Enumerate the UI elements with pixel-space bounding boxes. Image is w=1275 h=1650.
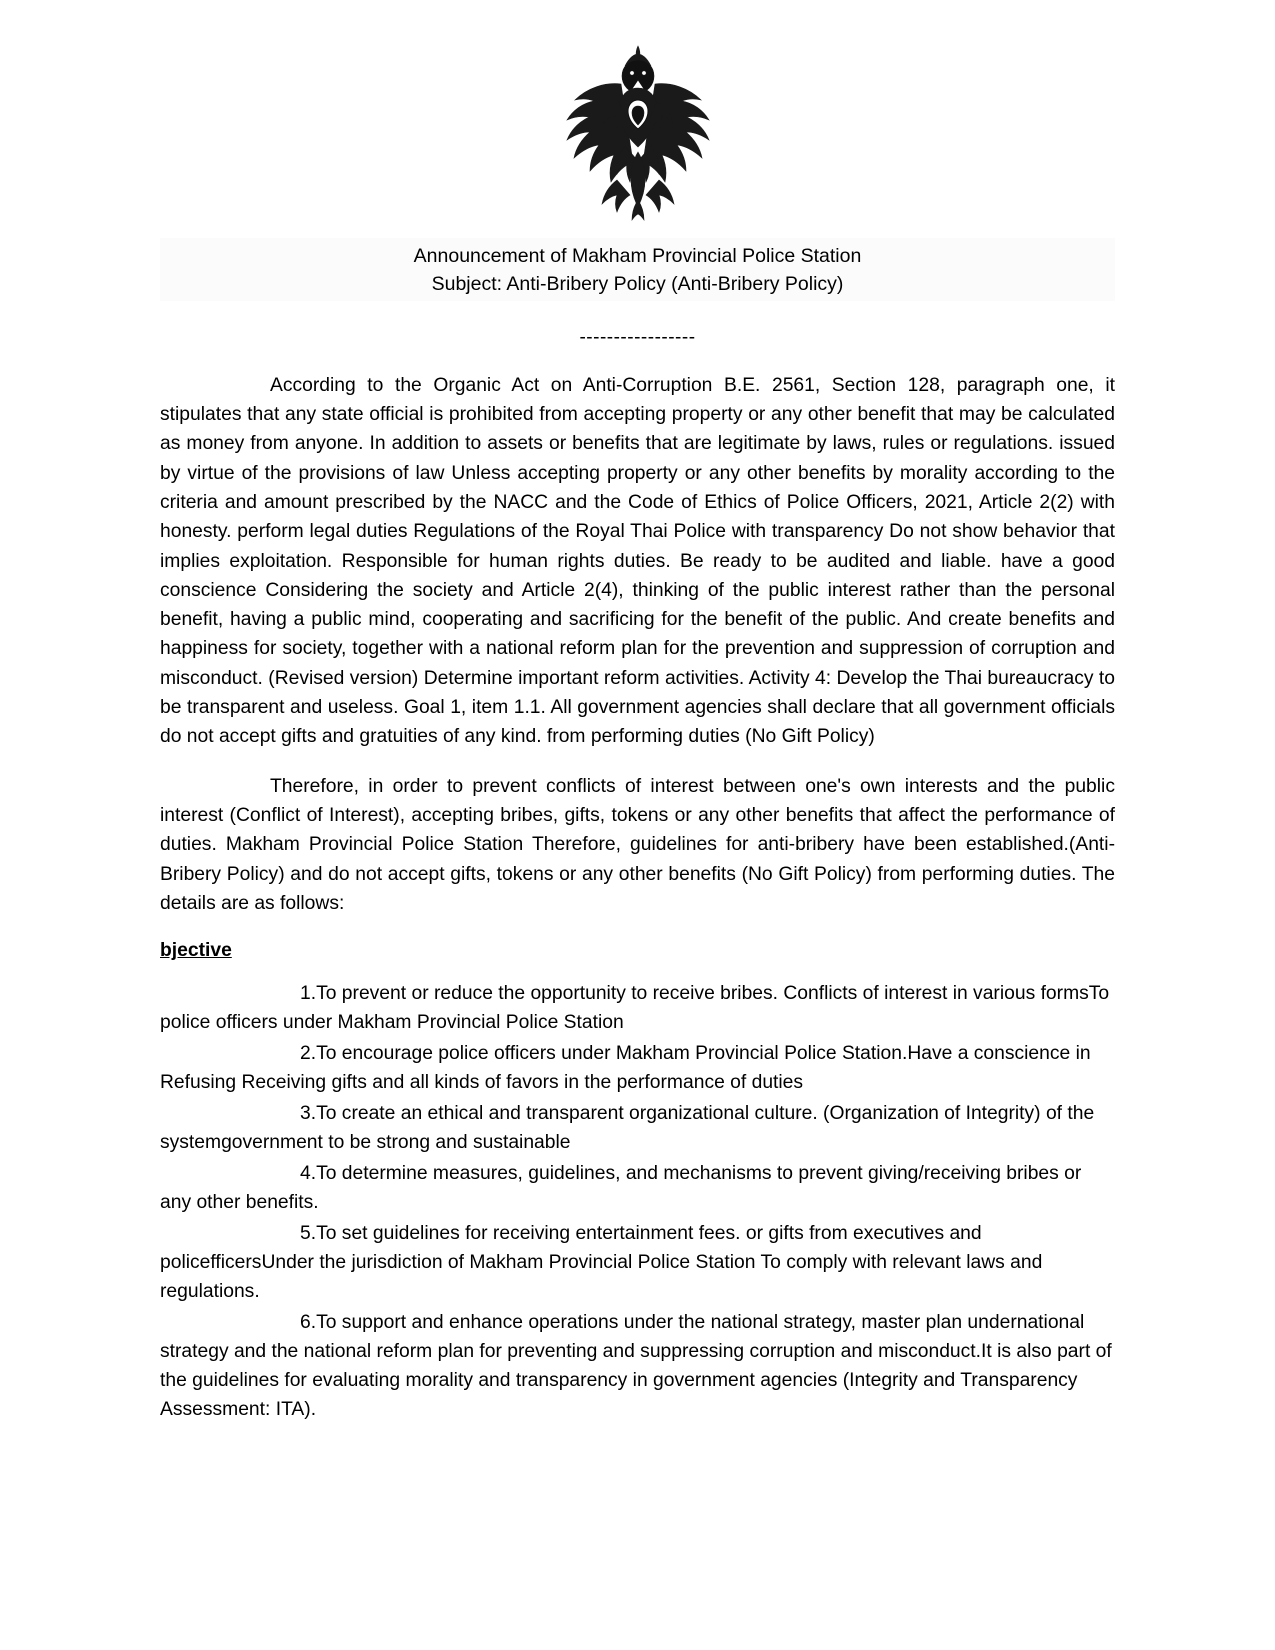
objective-item-6: 6.To support and enhance operations under the national strategy, master plan undernational strategy and the national reform plan for preventing and suppressing corruption and misconduct.It is also part of the guidelines for evaluating morality and transparency in government agencies (Integrity and Transparency Assessment: ITA). bbox=[160, 1311, 1112, 1420]
title-line-2: Subject: Anti-Bribery Policy (Anti-Bribery Policy) bbox=[431, 273, 844, 296]
title-line-1: Announcement of Makham Provincial Police Station bbox=[413, 245, 862, 267]
title-divider: ----------------- bbox=[579, 326, 696, 348]
objective-item-5: 5.To set guidelines for receiving entertainment fees. or gifts from executives and policefficersUnder the jurisdiction of Makham Provincial Police Station To comply with relevant laws and regulations. bbox=[160, 1222, 1043, 1302]
document-title-block bbox=[160, 238, 1115, 301]
paragraph-2: Therefore, in order to prevent conflicts of interest between one's own interests and the public interest (Conflict of Interest), accepting bribes, gifts, tokens or any other benefits that affect the performance of duties. Makham Provincial Police Station Therefore, guidelines for anti-bribery have been established.(Anti-Bribery Policy) and do not accept gifts, tokens or any other benefits (No Gift Policy) from performing duties. The details are as follows: bbox=[160, 775, 1115, 915]
objectives-heading: bjective bbox=[160, 940, 232, 962]
paragraph-1: According to the Organic Act on Anti-Corruption B.E. 2561, Section 128, paragraph one, it stipulates that any state official is prohibited from accepting property or any other benefit that may be calculated as money from anyone. In addition to assets or benefits that are legitimate by laws, rules or regulations. issued by virtue of the provisions of law Unless accepting property or any other benefits by morality according to the criteria and amount prescribed by the NACC and the Code of Ethics of Police Officers, 2021, Article 2(2) with honesty. perform legal duties Regulations of the Royal Thai Police with transparency Do not show behavior that implies exploitation. Responsible for human rights duties. Be ready to be audited and liable. have a good conscience Considering the society and Article 2(4), thinking of the public interest rather than the personal benefit, having a public mind, cooperating and sacrificing for the benefit of the public. And create benefits and happiness for society, together with a national reform plan for the prevention and suppression of corruption and misconduct. (Revised version) Determine important reform activities. Activity 4: Develop the Thai bureaucracy to be transparent and useless. Goal 1, item 1.1. All government agencies shall declare that all government officials do not accept gifts and gratuities of any kind. from performing duties (No Gift Policy) bbox=[160, 374, 1115, 748]
objective-item-3: 3.To create an ethical and transparent organizational culture. (Organization of Integrity) of the systemgovernment to be strong and sustainable bbox=[160, 1103, 1095, 1154]
emblem-container bbox=[160, 40, 1115, 230]
objective-item-1: 1.To prevent or reduce the opportunity to receive bribes. Conflicts of interest in various formsTo police officers under Makham Provincial Police Station bbox=[160, 983, 1110, 1034]
garuda-emblem-icon bbox=[553, 40, 723, 230]
objective-item-4: 4.To determine measures, guidelines, and mechanisms to prevent giving/receiving bribes or any other benefits. bbox=[160, 1163, 1082, 1213]
objective-item-2: 2.To encourage police officers under Makham Provincial Police Station.Have a conscience in Refusing Receiving gifts and all kinds of favors in the performance of duties bbox=[160, 1043, 1091, 1094]
